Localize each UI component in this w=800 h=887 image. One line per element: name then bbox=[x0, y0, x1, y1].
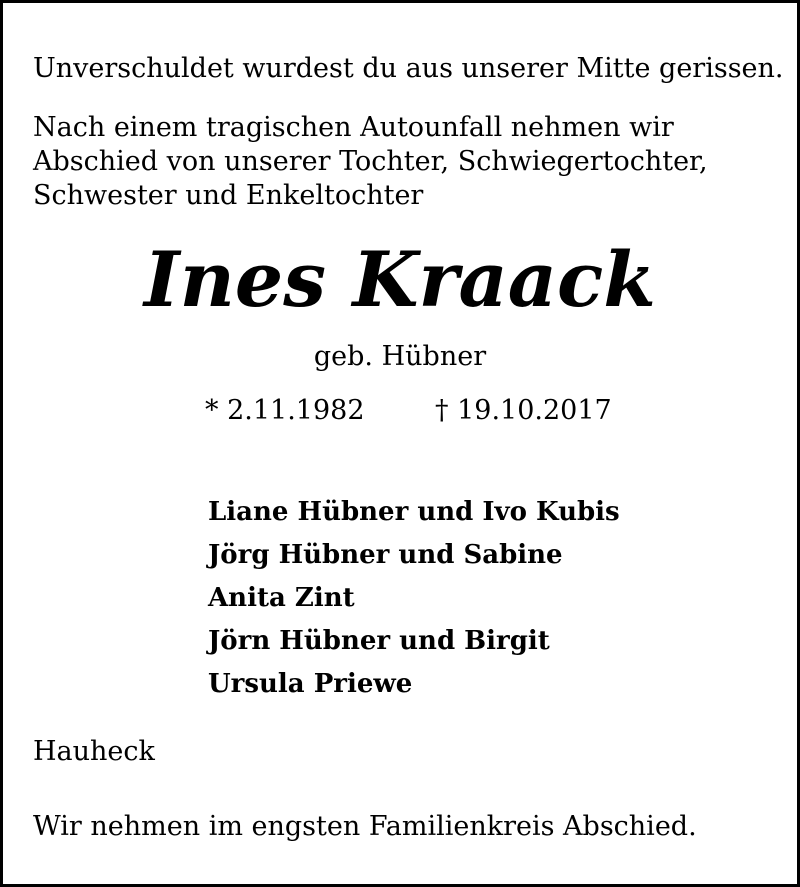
mourner-name: Anita Zint bbox=[208, 583, 355, 613]
death-date: † 19.10.2017 bbox=[435, 395, 612, 426]
mourner-name: Jörg Hübner und Sabine bbox=[208, 540, 563, 570]
maiden-name: geb. Hübner bbox=[313, 341, 487, 372]
intro-line: Unverschuldet wurdest du aus unserer Mitte gerissen. bbox=[33, 53, 784, 84]
mourners-list bbox=[208, 491, 620, 706]
closing-line: Wir nehmen im engsten Familienkreis Abschied. bbox=[33, 811, 697, 842]
deceased-name: Ines Kraack bbox=[144, 235, 656, 324]
place: Hauheck bbox=[33, 736, 155, 767]
birth-date: * 2.11.1982 bbox=[205, 395, 365, 426]
mourner-name: Ursula Priewe bbox=[208, 669, 413, 699]
mourner-name: Liane Hübner und Ivo Kubis bbox=[208, 497, 620, 527]
mourner-name: Jörn Hübner und Birgit bbox=[208, 626, 550, 656]
intro-text: Nach einem tragischen Autounfall nehmen wir Abschied von unserer Tochter, Schwiegertochter, Schwester und Enkeltochter bbox=[33, 112, 708, 211]
